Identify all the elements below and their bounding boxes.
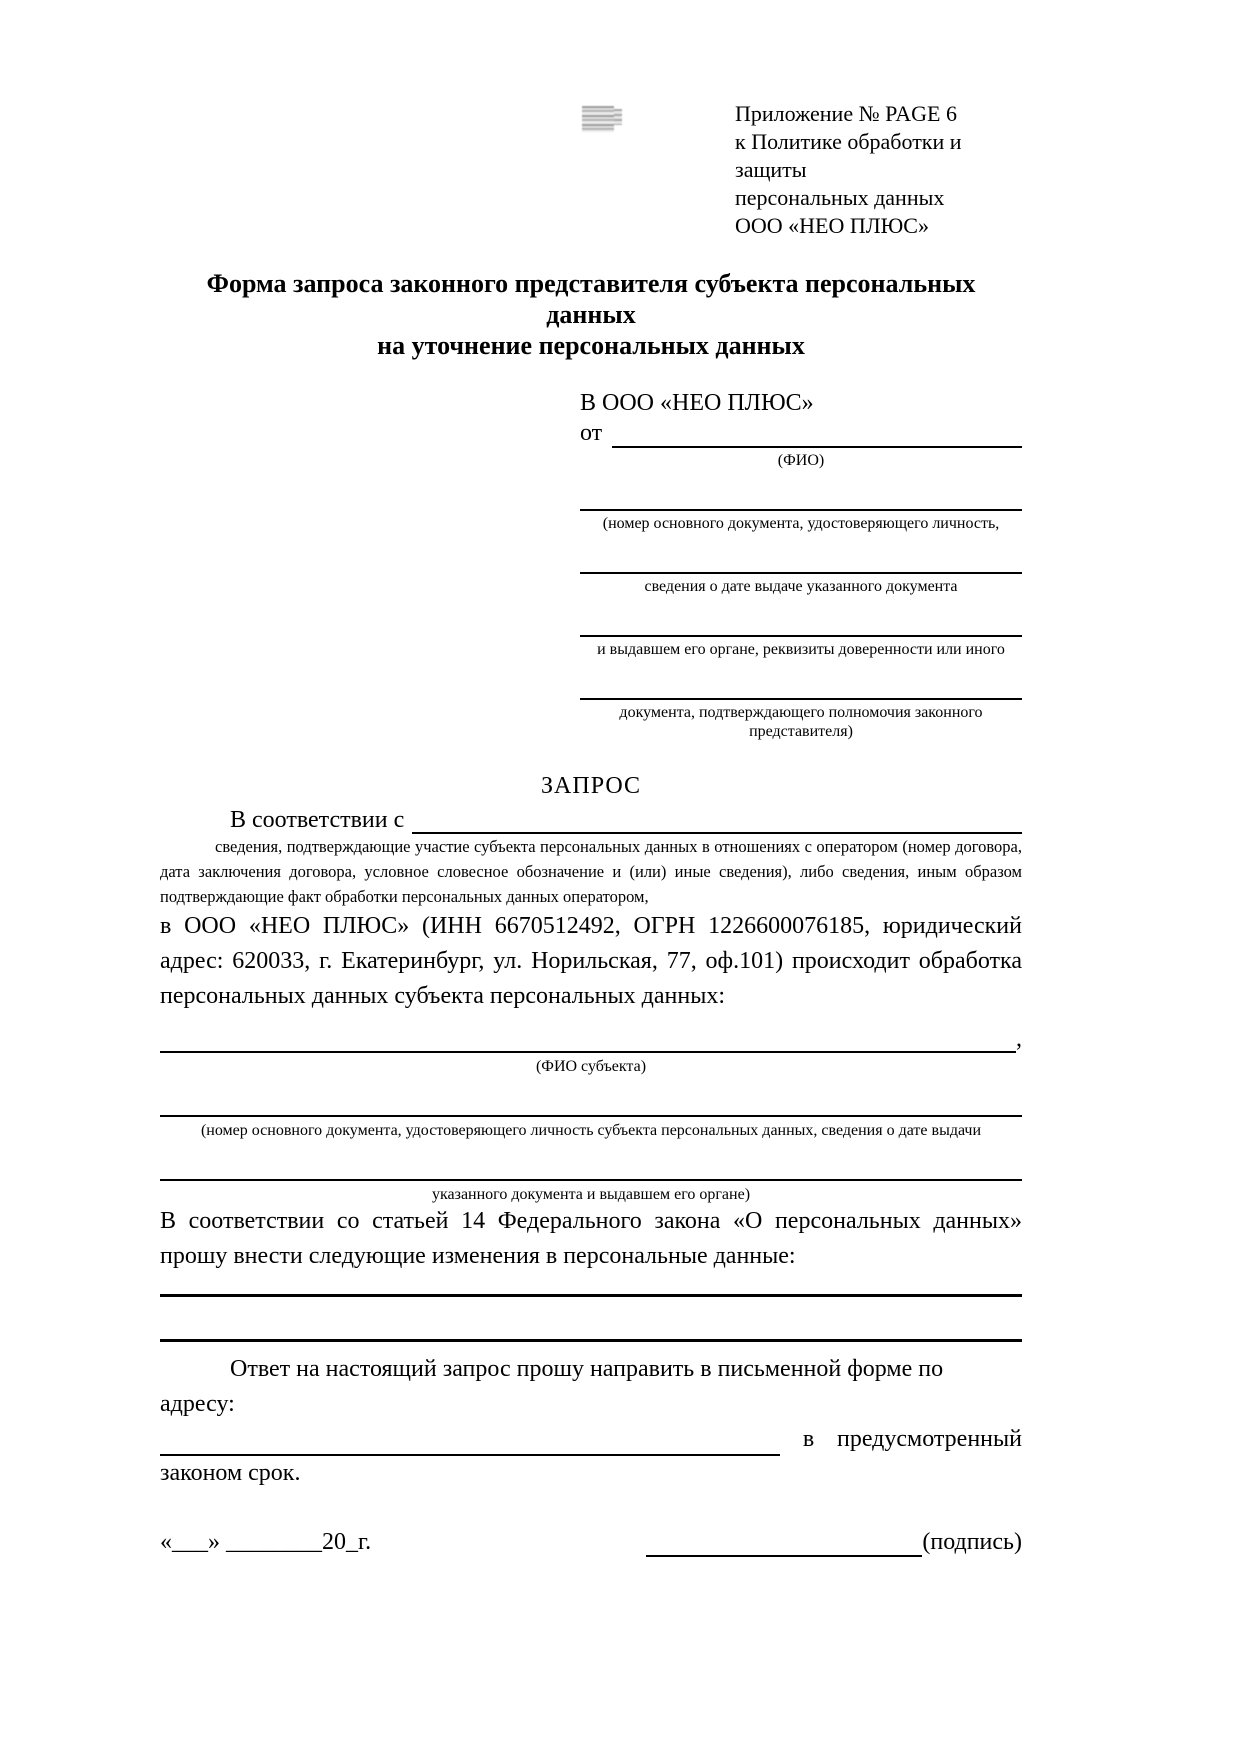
answer-word-v: в	[802, 1426, 815, 1452]
from-row	[580, 418, 1022, 448]
doc-field-group-4	[580, 682, 1022, 741]
blank-line	[580, 682, 1022, 700]
blank-line	[580, 493, 1022, 511]
request-heading: ЗАПРОС	[541, 773, 641, 799]
date-signature-row	[160, 1527, 1022, 1557]
subject-fio-caption: (ФИО субъекта)	[535, 1058, 647, 1075]
appendix-number-line: Приложение № PAGE 6	[735, 101, 957, 126]
blank-line	[160, 1099, 1022, 1117]
form-title	[160, 268, 1022, 361]
answer-word-predusmotrennyy: предусмотренный	[836, 1426, 1022, 1452]
fine-print-note: сведения, подтверждающие участие субъекта персональных данных в отношениях с оператором (номер договора, дата заключения договора, условное словесное обозначение и (или) иные сведения), либо сведения, иным образом подтверждающие факт обработки персональных данных оператором,	[160, 837, 1022, 906]
in-accordance-row	[160, 806, 1022, 834]
answer-address-row	[160, 1422, 1022, 1456]
signature-group	[646, 1527, 1022, 1557]
form-title-line-2: на уточнение персональных данных	[377, 331, 805, 360]
document-content	[160, 0, 1022, 1557]
doc-caption-2: сведения о дате выдаче указанного документа	[644, 578, 958, 595]
doc-caption-4: документа, подтверждающего полномочия законного представителя)	[619, 704, 983, 740]
subject-doc-group-2	[160, 1163, 1022, 1204]
subject-doc-group-1	[160, 1099, 1022, 1140]
subject-fio-row	[160, 1026, 1022, 1053]
operator-info-paragraph: в ООО «НЕО ПЛЮС» (ИНН 6670512492, ОГРН 1226600076185, юридический адрес: 620033, г. Екатеринбург, ул. Норильская, 77, оф.101) происходит обработка персональных данных субъекта персональных данных:	[160, 913, 1022, 1009]
organization-name: ООО «НЕО ПЛЮС»	[735, 213, 929, 238]
from-label: от	[580, 420, 603, 446]
fio-caption: (ФИО)	[777, 452, 825, 469]
policy-line-2: персональных данных	[735, 185, 945, 210]
doc-caption-1: (номер основного документа, удостоверяющего личность,	[602, 515, 1000, 532]
doc-field-group-2	[580, 556, 1022, 596]
changes-blank-line-1	[160, 1274, 1022, 1297]
signature-caption: (подпись)	[922, 1529, 1022, 1555]
article-request-paragraph: В соответствии со статьей 14 Федерального закона «О персональных данных» прошу внести следующие изменения в персональные данные:	[160, 1208, 1022, 1269]
policy-line-1: к Политике обработки и защиты	[735, 129, 962, 182]
doc-caption-3: и выдавшем его органе, реквизиты доверенности или иного	[597, 641, 1005, 658]
answer-request-paragraph: Ответ на настоящий запрос прошу направить в письменной форме по адресу:	[160, 1356, 944, 1417]
subject-fio-blank-line	[160, 1031, 1016, 1053]
doc-field-group-3	[580, 619, 1022, 659]
changes-blank-line-2	[160, 1297, 1022, 1342]
trailing-comma: ,	[1016, 1026, 1022, 1052]
answer-tail-text: законом срок.	[160, 1460, 301, 1486]
subject-doc-caption-1: (номер основного документа, удостоверяющего личность субъекта персональных данных, сведения о дате выдачи	[200, 1122, 982, 1139]
blank-line	[580, 556, 1022, 574]
date-blank-text: «___» ________20_г.	[160, 1529, 372, 1555]
addressee-block	[580, 388, 1022, 741]
blank-line	[160, 1163, 1022, 1181]
addressee-organization: В ООО «НЕО ПЛЮС»	[580, 390, 814, 416]
doc-field-group-1	[580, 493, 1022, 533]
form-title-line-1: Форма запроса законного представителя субъекта персональных данных	[206, 269, 976, 329]
signature-blank-line	[646, 1531, 922, 1557]
subject-doc-caption-2: указанного документа и выдавшем его органе)	[431, 1186, 751, 1203]
in-accordance-label: В соответствии с	[230, 807, 405, 833]
address-blank-line	[160, 1426, 780, 1456]
blank-line	[580, 619, 1022, 637]
in-accordance-blank-line	[412, 806, 1022, 834]
from-blank-line	[612, 420, 1022, 448]
